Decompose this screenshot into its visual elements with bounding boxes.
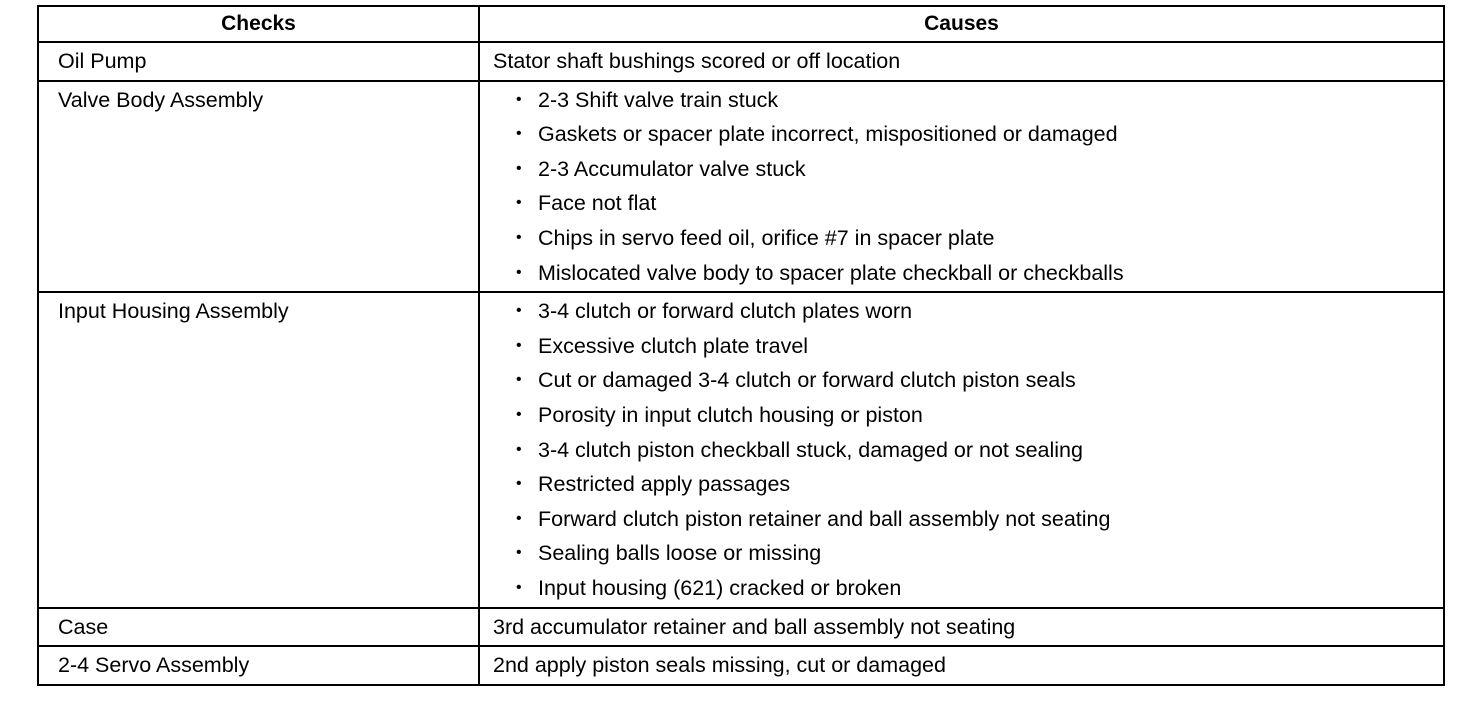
- bullet-icon: •: [516, 336, 522, 354]
- list-item: • Forward clutch piston retainer and ball assembly not seating: [480, 502, 1443, 537]
- cause-cell: [480, 293, 1443, 606]
- cause-cell: [480, 82, 1443, 292]
- list-item: • 2-3 Accumulator valve stuck: [480, 152, 1443, 187]
- list-item: • Mislocated valve body to spacer plate checkball or checkballs: [480, 256, 1443, 291]
- bullet-icon: •: [516, 302, 522, 320]
- bullet-icon: •: [516, 475, 522, 493]
- list-item: • Cut or damaged 3-4 clutch or forward clutch piston seals: [480, 363, 1443, 398]
- list-item: • 2-3 Shift valve train stuck: [480, 83, 1443, 118]
- check-cell: Oil Pump: [39, 43, 480, 80]
- bullet-icon: •: [516, 509, 522, 527]
- bullet-icon: •: [516, 544, 522, 562]
- list-item: • Porosity in input clutch housing or piston: [480, 398, 1443, 433]
- list-item: • Chips in servo feed oil, orifice #7 in spacer plate: [480, 221, 1443, 256]
- check-cell: Valve Body Assembly: [39, 82, 480, 292]
- list-item: • Face not flat: [480, 186, 1443, 221]
- list-item: • Sealing balls loose or missing: [480, 536, 1443, 571]
- bullet-icon: •: [516, 405, 522, 423]
- list-item: • Restricted apply passages: [480, 467, 1443, 502]
- header-checks: Checks: [39, 7, 480, 41]
- cause-cell: 2nd apply piston seals missing, cut or damaged: [493, 653, 946, 678]
- bullet-icon: •: [516, 125, 522, 143]
- cause-list: [480, 293, 1443, 606]
- cause-cell: Stator shaft bushings scored or off location: [493, 49, 901, 73]
- diagnosis-table: [37, 5, 1445, 686]
- bullet-icon: •: [516, 578, 522, 596]
- header-causes: Causes: [924, 12, 999, 35]
- list-item: • 3-4 clutch piston checkball stuck, damaged or not sealing: [480, 433, 1443, 468]
- table-row: [39, 41, 1443, 80]
- check-cell: Case: [39, 609, 480, 646]
- list-item: • Excessive clutch plate travel: [480, 329, 1443, 364]
- list-item: • Input housing (621) cracked or broken: [480, 571, 1443, 606]
- bullet-icon: •: [516, 263, 522, 281]
- bullet-icon: •: [516, 371, 522, 389]
- bullet-icon: •: [516, 440, 522, 458]
- cause-cell: 3rd accumulator retainer and ball assembly not seating: [493, 614, 1016, 639]
- table-row: [39, 645, 1443, 684]
- table-header-row: [39, 7, 1443, 41]
- table-row: [39, 291, 1443, 606]
- check-cell: 2-4 Servo Assembly: [39, 647, 480, 684]
- table-row: [39, 607, 1443, 646]
- bullet-icon: •: [516, 159, 522, 177]
- bullet-icon: •: [516, 90, 522, 108]
- bullet-icon: •: [516, 194, 522, 212]
- table-row: [39, 80, 1443, 292]
- list-item: • Gaskets or spacer plate incorrect, mispositioned or damaged: [480, 117, 1443, 152]
- cause-list: [480, 82, 1443, 292]
- check-cell: Input Housing Assembly: [39, 293, 480, 606]
- list-item: • 3-4 clutch or forward clutch plates worn: [480, 294, 1443, 329]
- bullet-icon: •: [516, 228, 522, 246]
